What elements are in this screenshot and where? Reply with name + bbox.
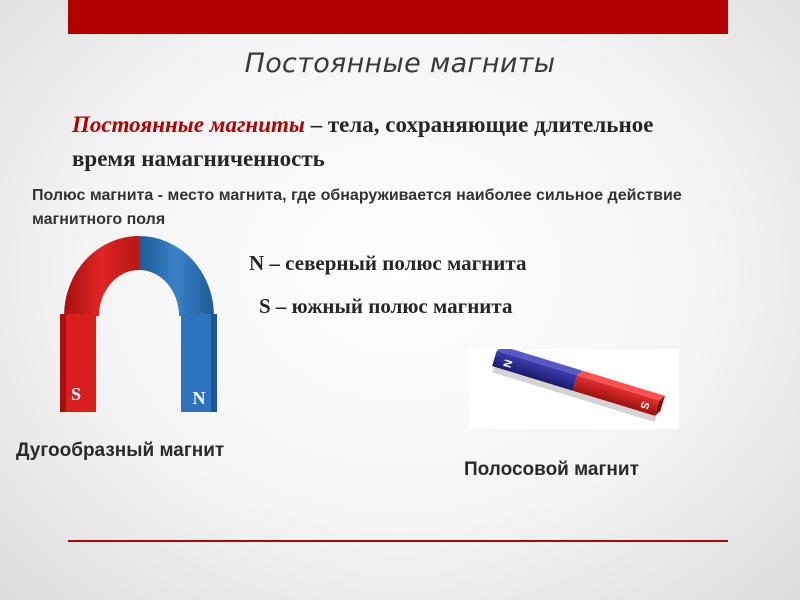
horseshoe-south-label: S bbox=[70, 384, 82, 404]
bar-north-label: N bbox=[501, 358, 516, 370]
north-pole-text: N – северный полюс магнита bbox=[249, 251, 527, 275]
horseshoe-magnet-illustration bbox=[56, 234, 222, 420]
definition-text bbox=[72, 108, 712, 176]
horseshoe-caption: Дугообразный магнит bbox=[16, 440, 225, 461]
horseshoe-north-label: N bbox=[192, 388, 206, 408]
bar-magnet-illustration bbox=[469, 349, 679, 429]
horseshoe-blue-arch bbox=[139, 236, 214, 316]
bar-magnet-picture bbox=[469, 349, 679, 429]
bottom-divider bbox=[68, 540, 728, 542]
bar-south-label: S bbox=[637, 400, 652, 411]
top-accent-bar bbox=[68, 0, 728, 34]
south-pole-text: S – южный полюс магнита bbox=[259, 294, 513, 318]
bar-magnet-caption: Полосовой магнит bbox=[464, 459, 639, 480]
horseshoe-red-arch bbox=[64, 236, 139, 316]
definition-rest: – тела, сохраняющие длительное время намагниченность bbox=[72, 112, 654, 171]
definition-term: Постоянные магниты bbox=[72, 112, 305, 137]
slide-title: Постоянные магниты bbox=[244, 48, 556, 79]
pole-definition: Полюс магнита - место магнита, где обнаруживается наиболее сильное действие магнитного поля bbox=[32, 187, 682, 228]
